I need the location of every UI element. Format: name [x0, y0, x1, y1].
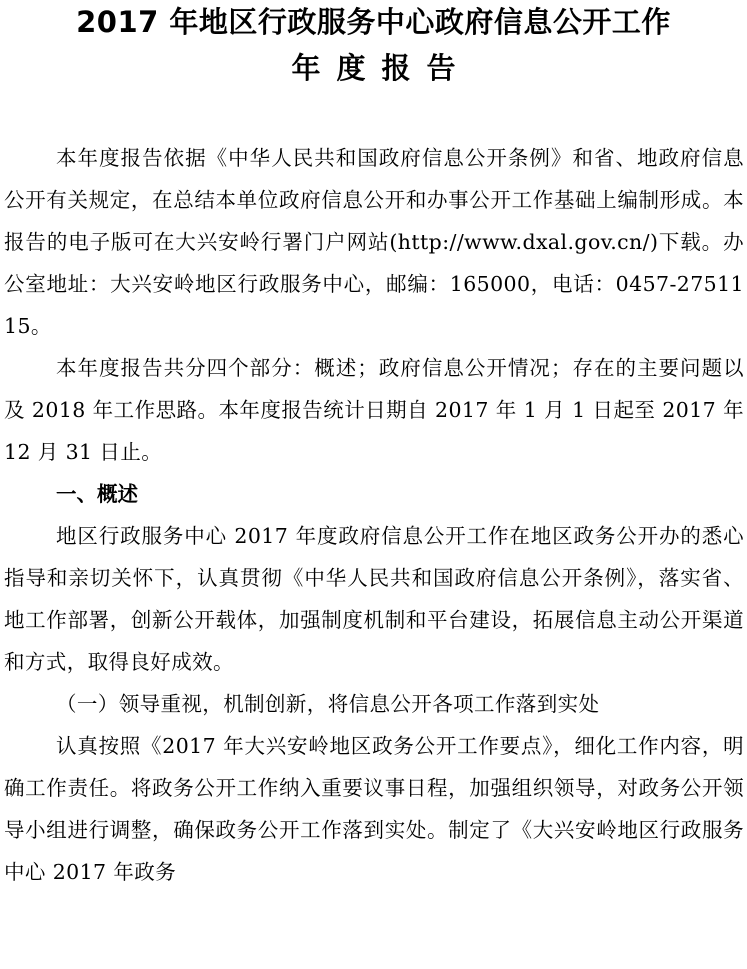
subsection-heading-leadership: （一）领导重视，机制创新，将信息公开各项工作落到实处	[56, 692, 600, 716]
document-body	[4, 137, 744, 893]
document-title: 2017 年地区行政服务中心政府信息公开工作	[76, 5, 671, 39]
document-title-subline: 年度报告	[291, 51, 472, 85]
structure-paragraph: 本年度报告共分四个部分：概述；政府信息公开情况；存在的主要问题以及 2018 年工作思路。本年度报告统计日期自 2017 年 1 月 1 日起至 2017 年 12 月 31 日止。	[4, 356, 744, 464]
intro-paragraph: 本年度报告依据《中华人民共和国政府信息公开条例》和省、地政府信息公开有关规定，在总结本单位政府信息公开和办事公开工作基础上编制形成。本报告的电子版可在大兴安岭行署门户网站(http://www.dxal.gov.cn/)下载。办公室地址：大兴安岭地区行政服务中心，邮编：165000，电话：0457-2751115。	[4, 146, 744, 338]
section-heading-overview: 一、概述	[56, 482, 138, 506]
overview-paragraph: 地区行政服务中心 2017 年度政府信息公开工作在地区政务公开办的悉心指导和亲切关怀下，认真贯彻《中华人民共和国政府信息公开条例》，落实省、地工作部署，创新公开载体，加强制度机制和平台建设，拓展信息主动公开渠道和方式，取得良好成效。	[4, 524, 744, 674]
leadership-paragraph: 认真按照《2017 年大兴安岭地区政务公开工作要点》，细化工作内容，明确工作责任。将政务公开工作纳入重要议事日程，加强组织领导，对政务公开领导小组进行调整，确保政务公开工作落到实处。制定了《大兴安岭地区行政服务中心 2017 年政务	[4, 734, 744, 884]
